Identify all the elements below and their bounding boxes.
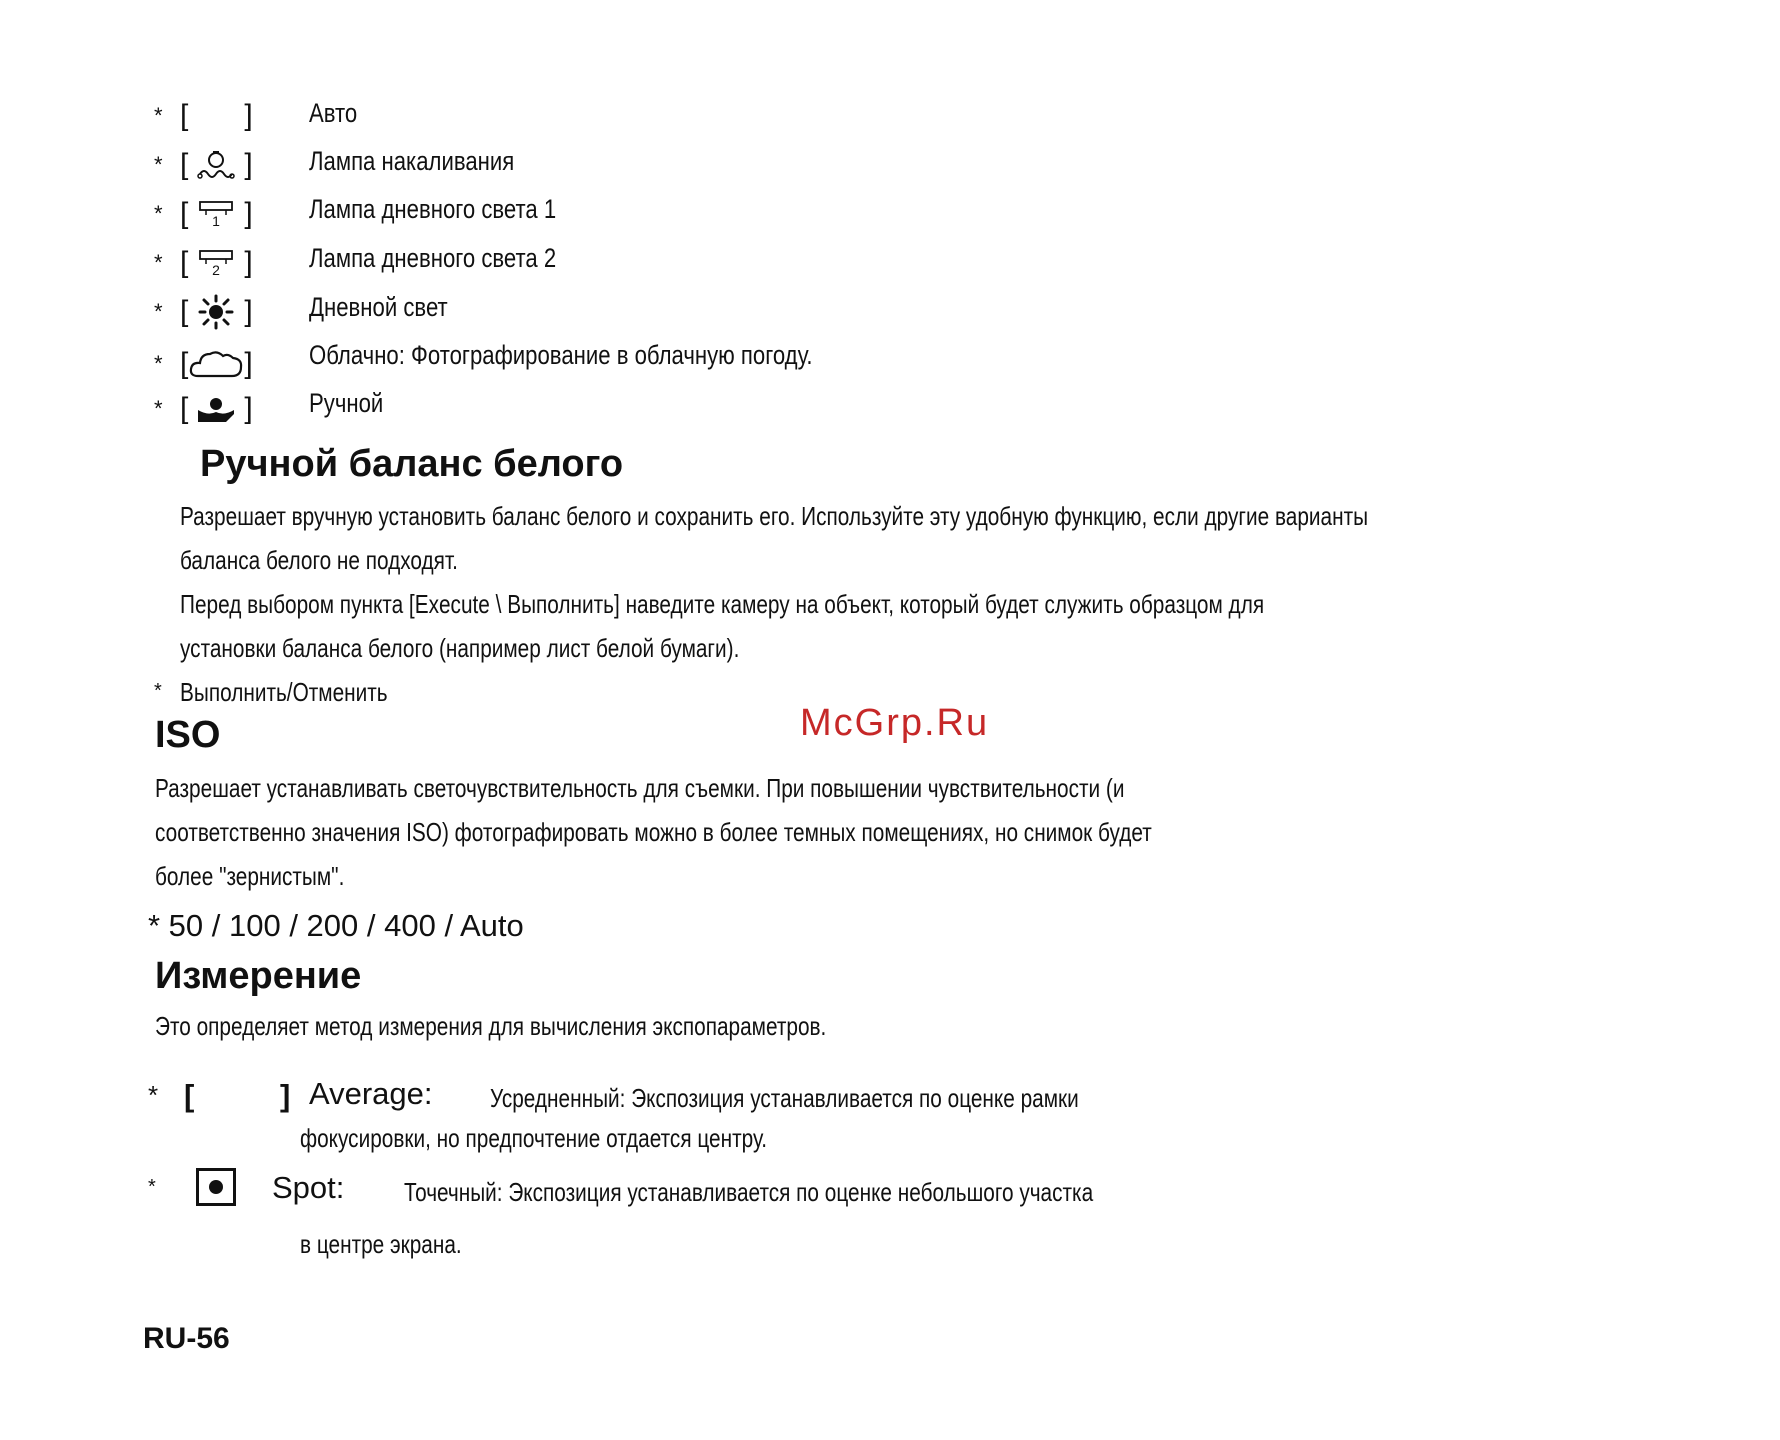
wb-option-incandescent: * [ ]: [154, 148, 253, 181]
text-line: более "зернистым".: [155, 861, 345, 891]
paragraph-metering: Это определяет метод измерения для вычисления экспопараметров.: [155, 1011, 827, 1041]
iso-values: * 50 / 100 / 200 / 400 / Auto: [148, 908, 524, 943]
wb-label-cloudy: Облачно: Фотографирование в облачную погоду.: [309, 340, 813, 370]
paragraph-iso: [155, 766, 1152, 898]
text-line: Разрешает вручную установить баланс белого и сохранить его. Используйте эту удобную функцию, если другие варианты: [180, 501, 1369, 531]
text-line: Разрешает устанавливать светочувствительность для съемки. При повышении чувствительности (и: [155, 773, 1125, 803]
manual-wb-icon: [188, 391, 244, 427]
wb-option-daylight: * [ ]: [154, 295, 253, 328]
paragraph-manual-wb: [180, 494, 1368, 670]
section-title-manual-wb: Ручной баланс белого: [200, 443, 624, 485]
bullet-star: *: [154, 152, 163, 177]
section-title-iso: ISO: [155, 714, 221, 756]
metering-average-desc-line2: фокусировки, но предпочтение отдается центру.: [300, 1123, 768, 1153]
page-number: RU-56: [143, 1322, 230, 1355]
sun-icon: [188, 294, 244, 330]
svg-text:2: 2: [212, 262, 221, 278]
auto-wb-icon: [188, 98, 244, 134]
wb-option-manual: * [ ]: [154, 392, 253, 425]
spot-metering-icon: [196, 1168, 236, 1206]
bullet-star: *: [154, 103, 163, 128]
bullet-star: *: [154, 680, 162, 702]
text-line: баланса белого не подходят.: [180, 545, 458, 575]
wb-option-fluorescent-2: * [ 2 ]: [154, 246, 253, 279]
section-title-metering: Измерение: [155, 955, 362, 997]
average-icon-right-bracket: ]: [280, 1078, 291, 1113]
text-line: установки баланса белого (например лист белой бумаги).: [180, 633, 740, 663]
bullet-star: *: [154, 396, 163, 421]
cloud-icon: [188, 346, 244, 382]
fluorescent-2-icon: [188, 245, 244, 281]
metering-spot-desc-line2: в центре экрана.: [300, 1229, 462, 1259]
text-line: соответственно значения ISO) фотографировать можно в более темных помещениях, но снимок будет: [155, 817, 1152, 847]
bullet-star: *: [154, 201, 163, 226]
wb-label-incandescent: Лампа накаливания: [309, 146, 515, 176]
metering-spot-desc-line1: Точечный: Экспозиция устанавливается по оценке небольшого участка: [404, 1177, 1094, 1207]
metering-average-term: Average:: [309, 1076, 433, 1111]
wb-label-daylight: Дневной свет: [309, 292, 448, 322]
fluorescent-1-icon: [188, 196, 244, 232]
metering-spot-term: Spot:: [272, 1170, 345, 1205]
text-line: Перед выбором пункта [Execute \ Выполнить] наведите камеру на объект, который будет служить образцом для: [180, 589, 1265, 619]
bullet-star: *: [148, 1080, 159, 1110]
watermark: McGrp.Ru: [800, 702, 990, 744]
wb-option-cloudy: * [ ]: [154, 347, 253, 380]
average-icon-left-bracket: [: [184, 1078, 195, 1113]
option-execute-cancel: Выполнить/Отменить: [180, 677, 388, 707]
bullet-star: *: [148, 1176, 156, 1198]
wb-label-fluorescent-2: Лампа дневного света 2: [309, 243, 557, 273]
wb-option-fluorescent-1: * [ 1 ]: [154, 197, 253, 230]
wb-label-manual: Ручной: [309, 388, 384, 418]
wb-label-fluorescent-1: Лампа дневного света 1: [309, 194, 557, 224]
bullet-star: *: [154, 299, 163, 324]
bullet-star: *: [154, 351, 163, 376]
bullet-star: *: [154, 250, 163, 275]
metering-average-desc-line1: Усредненный: Экспозиция устанавливается по оценке рамки: [490, 1083, 1079, 1113]
wb-option-auto: * [ ]: [154, 99, 253, 132]
incandescent-bulb-icon: [188, 147, 244, 183]
svg-text:1: 1: [212, 213, 221, 229]
wb-label-auto: Авто: [309, 98, 358, 128]
